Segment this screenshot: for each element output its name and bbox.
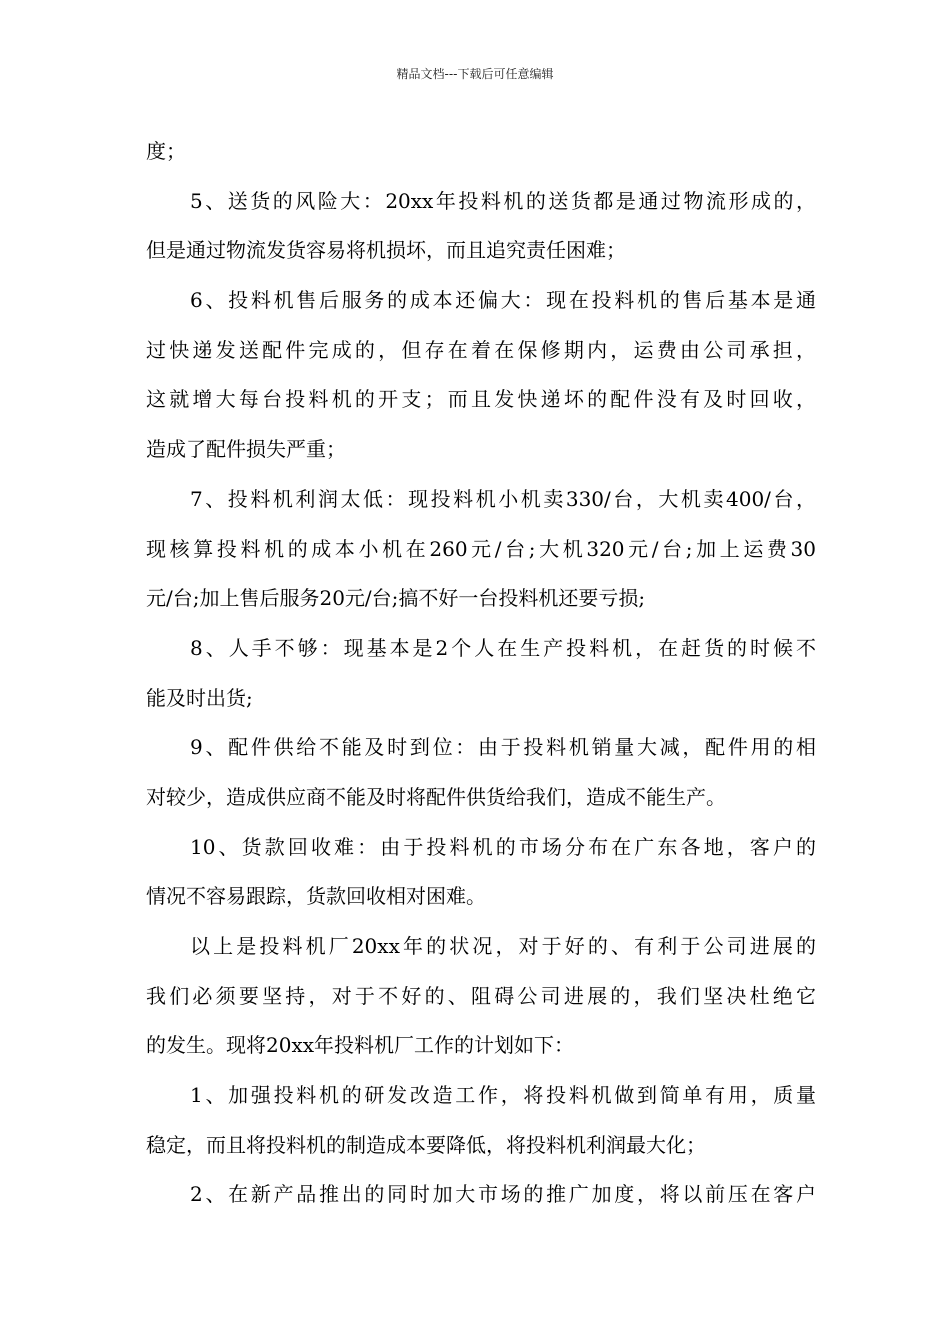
text-line: 元/台;加上售后服务20元/台;搞不好一台投料机还要亏损; xyxy=(146,586,646,611)
text-line: 对较少，造成供应商不能及时将配件供货给我们，造成不能生产。 xyxy=(146,784,726,809)
text-line: 9、配件供给不能及时到位：由于投料机销量大减，配件用的相 xyxy=(190,735,816,760)
text-line: 6、投料机售后服务的成本还偏大：现在投料机的售后基本是通 xyxy=(190,288,816,313)
text-line: 但是通过物流发货容易将机损坏，而且追究责任困难； xyxy=(146,238,626,263)
text-line: 现核算投料机的成本小机在260元/台;大机320元/台;加上运费30 xyxy=(146,536,816,561)
text-line: 以上是投料机厂20xx年的状况，对于好的、有利于公司进展的 xyxy=(190,934,816,958)
text-line: 度； xyxy=(146,139,186,163)
page-header: 精品文档---下载后可任意编辑 xyxy=(396,67,554,81)
text-line: 7、投料机利润太低：现投料机小机卖330/台，大机卖400/台， xyxy=(190,486,816,511)
document-body xyxy=(146,127,816,1220)
text-line: 造成了配件损失严重； xyxy=(146,437,346,462)
text-line: 情况不容易跟踪，货款回收相对困难。 xyxy=(146,884,486,909)
text-line: 能及时出货; xyxy=(146,685,253,710)
text-line: 我们必须要坚持，对于不好的、阻碍公司进展的，我们坚决杜绝它 xyxy=(146,983,816,1008)
text-line: 2、在新产品推出的同时加大市场的推广加度，将以前压在客户 xyxy=(190,1182,816,1207)
text-line: 10、货款回收难：由于投料机的市场分布在广东各地，客户的 xyxy=(190,834,816,859)
text-line: 8、人手不够：现基本是2个人在生产投料机，在赶货的时候不 xyxy=(190,635,816,660)
text-line: 的发生。现将20xx年投料机厂工作的计划如下： xyxy=(146,1033,575,1058)
text-line: 这就增大每台投料机的开支；而且发快递坏的配件没有及时回收， xyxy=(146,387,816,412)
text-line: 过快递发送配件完成的，但存在着在保修期内，运费由公司承担， xyxy=(146,337,816,362)
text-line: 1、加强投料机的研发改造工作，将投料机做到简单有用，质量 xyxy=(190,1083,816,1108)
text-line: 稳定，而且将投料机的制造成本要降低，将投料机利润最大化； xyxy=(146,1132,706,1157)
text-line: 5、送货的风险大：20xx年投料机的送货都是通过物流形成的， xyxy=(190,188,816,213)
